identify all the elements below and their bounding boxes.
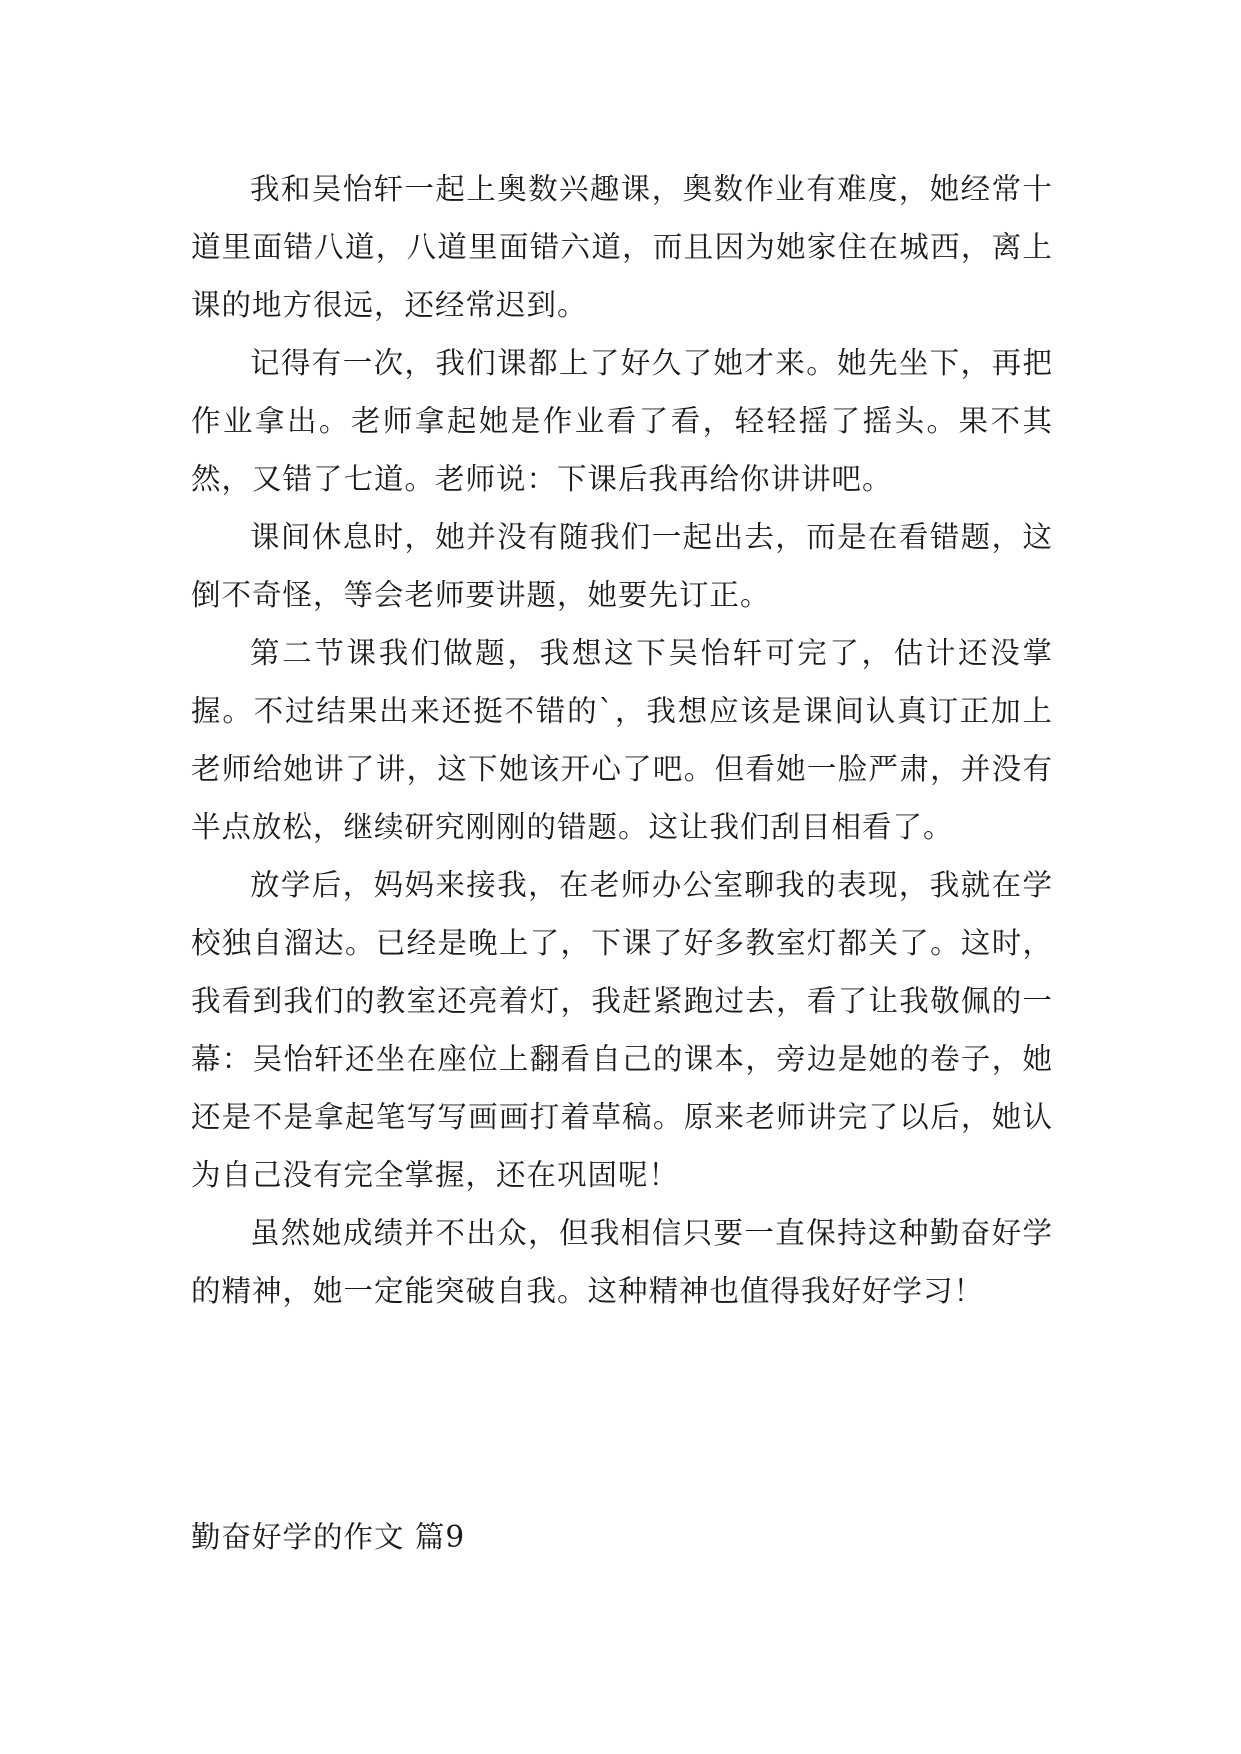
paragraph: 第二节课我们做题，我想这下吴怡轩可完了，估计还没掌握。不过结果出来还挺不错的`，我想应该是课间认真订正加上老师给她讲了讲，这下她该开心了吧。但看她一脸严肃，并没有半点放松，继续研究刚刚的错题。这让我们刮目相看了。	[191, 636, 1053, 844]
paragraph: 课间休息时，她并没有随我们一起出去，而是在看错题，这倒不奇怪，等会老师要讲题，她要先订正。	[191, 520, 1053, 612]
section-title: 勤奋好学的作文 篇9	[191, 1520, 466, 1554]
paragraph: 虽然她成绩并不出众，但我相信只要一直保持这种勤奋好学的精神，她一定能突破自我。这种精神也值得我好好学习！	[191, 1216, 1053, 1308]
paragraph: 我和吴怡轩一起上奥数兴趣课，奥数作业有难度，她经常十道里面错八道，八道里面错六道，而且因为她家住在城西，离上课的地方很远，还经常迟到。	[191, 172, 1053, 322]
paragraph: 放学后，妈妈来接我，在老师办公室聊我的表现，我就在学校独自溜达。已经是晚上了，下课了好多教室灯都关了。这时，我看到我们的教室还亮着灯，我赶紧跑过去，看了让我敬佩的一幕：吴怡轩还坐在座位上翻看自己的课本，旁边是她的卷子，她还是不是拿起笔写写画画打着草稿。原来老师讲完了以后，她认为自己没有完全掌握，还在巩固呢！	[191, 868, 1053, 1192]
paragraph: 记得有一次，我们课都上了好久了她才来。她先坐下，再把作业拿出。老师拿起她是作业看了看，轻轻摇了摇头。果不其然，又错了七道。老师说：下课后我再给你讲讲吧。	[191, 346, 1053, 496]
essay-body	[191, 160, 1053, 1320]
